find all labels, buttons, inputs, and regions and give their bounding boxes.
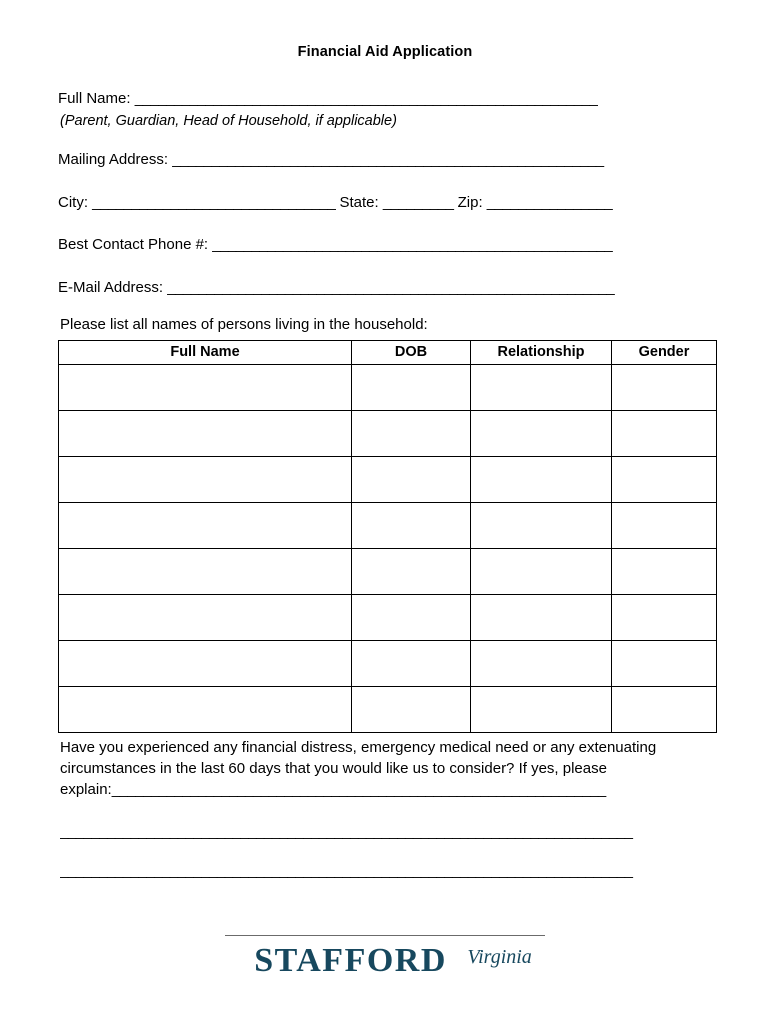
cell-full-name[interactable] bbox=[59, 410, 352, 456]
footer bbox=[0, 935, 770, 978]
cell-relationship[interactable] bbox=[471, 594, 612, 640]
cell-dob[interactable] bbox=[352, 364, 471, 410]
city-blank[interactable]: _______________________________ bbox=[92, 193, 336, 211]
table-row bbox=[59, 364, 717, 410]
mailing-address-field bbox=[58, 151, 712, 170]
state-label: State: bbox=[339, 193, 379, 211]
table-row bbox=[59, 594, 717, 640]
cell-gender[interactable] bbox=[612, 640, 717, 686]
table-row bbox=[59, 456, 717, 502]
zip-blank[interactable]: ________________ bbox=[486, 193, 613, 211]
cell-relationship[interactable] bbox=[471, 502, 612, 548]
table-header-row bbox=[59, 340, 717, 364]
cell-relationship[interactable] bbox=[471, 364, 612, 410]
cell-full-name[interactable] bbox=[59, 640, 352, 686]
email-blank[interactable]: _________________________________________________________ bbox=[167, 279, 615, 296]
email-field bbox=[58, 279, 712, 298]
page-title: Financial Aid Application bbox=[297, 44, 473, 60]
cell-relationship[interactable] bbox=[471, 640, 612, 686]
cell-dob[interactable] bbox=[352, 410, 471, 456]
household-table bbox=[58, 340, 717, 733]
cell-relationship[interactable] bbox=[471, 548, 612, 594]
stafford-virginia-logo bbox=[254, 942, 532, 979]
cell-gender[interactable] bbox=[612, 502, 717, 548]
cell-full-name[interactable] bbox=[59, 548, 352, 594]
email-label: E-Mail Address: bbox=[58, 279, 164, 296]
distress-question bbox=[60, 737, 712, 801]
explain-blank-3[interactable]: _________________________________________________________________________ bbox=[60, 861, 633, 879]
table-row bbox=[59, 686, 717, 732]
cell-gender[interactable] bbox=[612, 548, 717, 594]
full-name-field bbox=[58, 90, 712, 109]
cell-dob[interactable] bbox=[352, 548, 471, 594]
cell-gender[interactable] bbox=[612, 686, 717, 732]
cell-full-name[interactable] bbox=[59, 594, 352, 640]
cell-full-name[interactable] bbox=[59, 456, 352, 502]
cell-relationship[interactable] bbox=[471, 456, 612, 502]
logo-sub-text: Virginia bbox=[467, 946, 532, 968]
state-blank[interactable]: _________ bbox=[382, 193, 454, 211]
cell-dob[interactable] bbox=[352, 640, 471, 686]
logo-main-text: STAFFORD bbox=[254, 942, 447, 979]
column-header-relationship: Relationship bbox=[471, 340, 612, 364]
cell-dob[interactable] bbox=[352, 594, 471, 640]
cell-relationship[interactable] bbox=[471, 410, 612, 456]
footer-divider bbox=[225, 935, 545, 936]
household-intro: Please list all names of persons living in the household: bbox=[60, 315, 428, 333]
column-header-dob: DOB bbox=[352, 340, 471, 364]
full-name-label: Full Name: bbox=[58, 90, 131, 107]
cell-dob[interactable] bbox=[352, 456, 471, 502]
table-row bbox=[59, 410, 717, 456]
cell-full-name[interactable] bbox=[59, 364, 352, 410]
city-label: City: bbox=[58, 193, 88, 211]
cell-dob[interactable] bbox=[352, 502, 471, 548]
distress-question-line-1: Have you experienced any financial distress, emergency medical need or any extenuating bbox=[60, 738, 657, 756]
city-state-zip-field bbox=[58, 194, 712, 213]
full-name-note: (Parent, Guardian, Head of Household, if applicable) bbox=[60, 112, 397, 129]
explain-label: explain: bbox=[60, 781, 112, 799]
distress-question-line-2: circumstances in the last 60 days that you would like us to consider? If yes, please bbox=[60, 760, 607, 778]
cell-gender[interactable] bbox=[612, 410, 717, 456]
cell-full-name[interactable] bbox=[59, 502, 352, 548]
column-header-gender: Gender bbox=[612, 340, 717, 364]
distress-question-line-3 bbox=[60, 779, 712, 800]
explain-blank-1[interactable]: _______________________________________________________________ bbox=[111, 781, 606, 799]
table-row bbox=[59, 640, 717, 686]
cell-gender[interactable] bbox=[612, 456, 717, 502]
cell-relationship[interactable] bbox=[471, 686, 612, 732]
zip-label: Zip: bbox=[457, 193, 483, 211]
phone-label: Best Contact Phone #: bbox=[58, 236, 209, 254]
cell-full-name[interactable] bbox=[59, 686, 352, 732]
mailing-address-blank[interactable]: _______________________________________________________ bbox=[172, 150, 604, 168]
mailing-address-label: Mailing Address: bbox=[58, 150, 169, 168]
phone-field bbox=[58, 236, 712, 255]
phone-blank[interactable]: ___________________________________________________ bbox=[212, 236, 613, 254]
table-row bbox=[59, 548, 717, 594]
explain-blank-2[interactable]: _________________________________________________________________________ bbox=[60, 822, 633, 840]
full-name-blank[interactable]: ___________________________________________________________ bbox=[134, 90, 598, 107]
table-row bbox=[59, 502, 717, 548]
cell-gender[interactable] bbox=[612, 594, 717, 640]
column-header-full-name: Full Name bbox=[59, 340, 352, 364]
cell-dob[interactable] bbox=[352, 686, 471, 732]
cell-gender[interactable] bbox=[612, 364, 717, 410]
